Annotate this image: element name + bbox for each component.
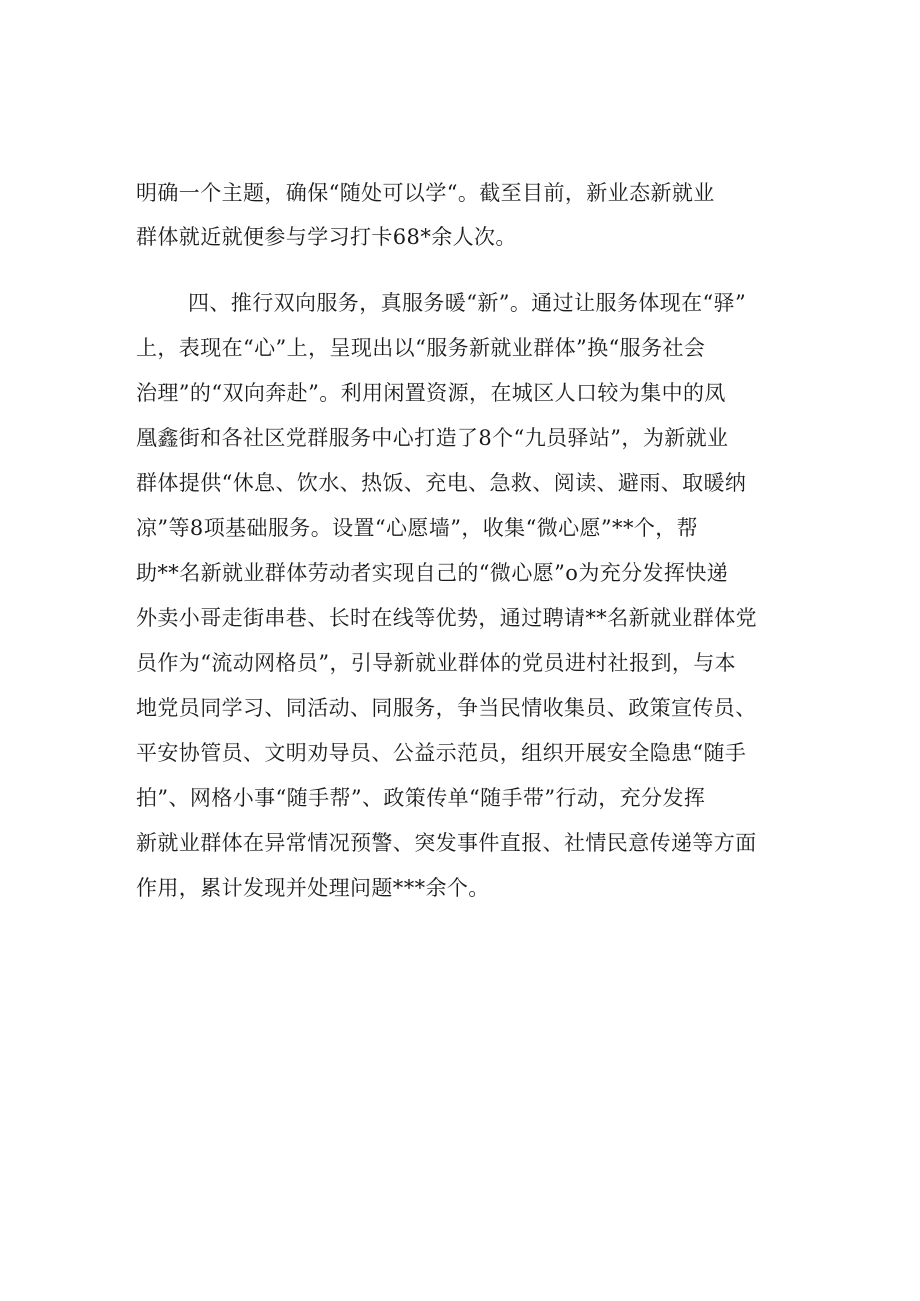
paragraph-line: 上，表现在“心”上，呈现出以“服务新就业群体”换“服务社会 — [136, 336, 706, 360]
paragraph-line: 地党员同学习、同活动、同服务，争当民情收集员、政策宣传员、 — [136, 696, 757, 720]
paragraph-line: 作用，累计发现并处理问题***余个。 — [136, 876, 490, 900]
paragraph-line: 明确一个主题，确保“随处可以学“。截至目前，新业态新就业 — [136, 181, 715, 205]
paragraph-line: 新就业群体在异常情况预警、突发事件直报、社情民意传递等方面 — [136, 831, 757, 855]
paragraph-line: 外卖小哥走街串巷、长时在线等优势，通过聘请**名新就业群体党 — [136, 606, 757, 630]
paragraph-line: 群体提供“休息、饮水、热饭、充电、急救、阅读、避雨、取暖纳 — [136, 471, 747, 495]
paragraph-line: 群体就近就便参与学习打卡68*余人次。 — [136, 225, 517, 249]
paragraph-line: 员作为“流动网格员”，引导新就业群体的党员进村社报到，与本 — [136, 651, 737, 675]
paragraph-line: 拍”、网格小事“随手帮”、政策传单“随手带”行动，充分发挥 — [136, 786, 706, 810]
paragraph-line: 凰鑫街和各社区党群服务中心打造了8个“九员驿站”，为新就业 — [136, 426, 729, 450]
paragraph-line: 平安协管员、文明劝导员、公益示范员，组织开展安全隐患“随手 — [136, 741, 747, 765]
paragraph-line: 治理”的“双向奔赴”。利用闲置资源，在城区人口较为集中的凤 — [136, 381, 726, 405]
paragraph-line: 四、推行双向服务，真服务暖“新”。通过让服务体现在“驿” — [188, 291, 747, 315]
paragraph-line: 助**名新就业群体劳动者实现自己的“微心愿”o为充分发挥快递 — [136, 561, 729, 585]
paragraph-line: 凉”等8项基础服务。设置“心愿墙”，收集“微心愿”**个，帮 — [136, 516, 699, 540]
